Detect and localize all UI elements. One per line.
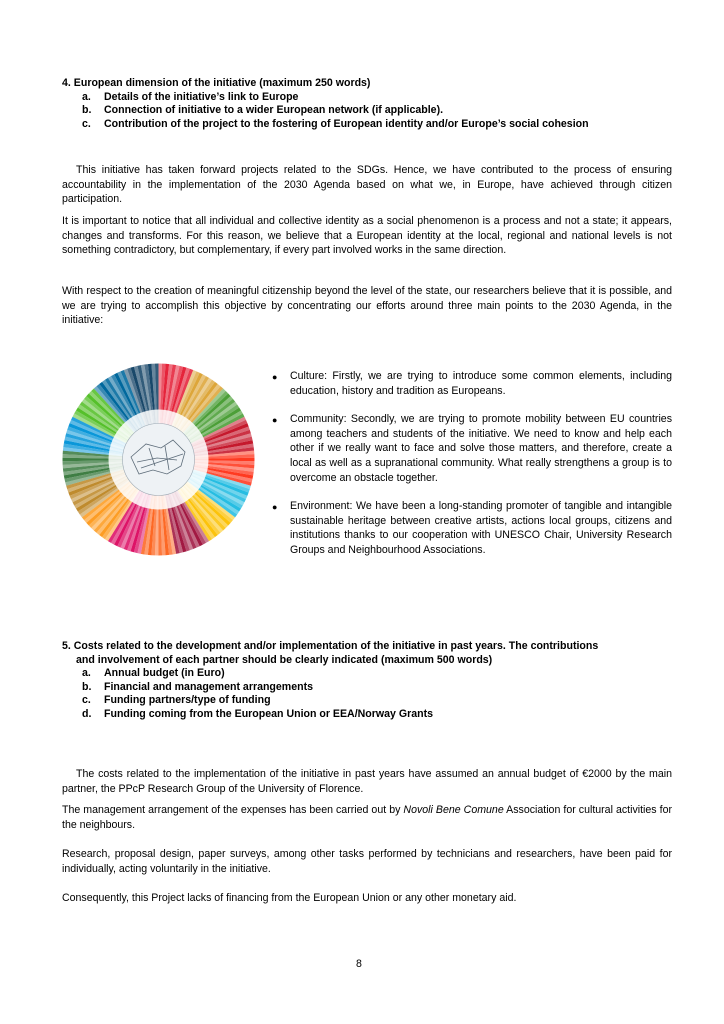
section-4-subitems	[62, 91, 682, 132]
bullet-community: ● Community: Secondly, we are trying to promote mobility between EU countries among teachers and students of the initiative. We need to know and help each other if we really want to face and solve those matters, and therefore, create a local as well as a supranational community. What really strengthens a group is to overcome an obstacle together.	[272, 413, 672, 484]
section-4-bullets	[270, 369, 672, 558]
section-5-title-line-1: 5. Costs related to the development and/or implementation of the initiative in past years. The contributions	[62, 640, 599, 652]
section-5-item-c: c. Funding partners/type of funding	[82, 694, 271, 706]
sdg-wheel-graphic	[61, 362, 256, 557]
bullet-dot: ●	[272, 415, 278, 426]
section-4-paragraph-1: This initiative has taken forward projects related to the SDGs. Hence, we have contributed to the process of ensuring accountability in the implementation of the 2030 Agenda based on what we, in Europe, have achieved through citizen participation.	[62, 164, 672, 206]
section-4-title: 4. European dimension of the initiative (maximum 250 words)	[62, 77, 371, 89]
bullet-environment: ● Environment: We have been a long-standing promoter of tangible and intangible sustainable heritage between creative artists, actions local groups, citizens and institutions thanks to our cooperation with UNESCO Chair, University Research Groups and Neighbourhood Associations.	[272, 500, 672, 556]
section-4-item-a: a. Details of the initiative’s link to Europe	[82, 90, 299, 103]
section-4-heading	[62, 77, 682, 131]
section-5-paragraph-4: Consequently, this Project lacks of financing from the European Union or any other monetary aid.	[62, 892, 517, 904]
section-4-item-b: b. Connection of initiative to a wider European network (if applicable).	[82, 104, 444, 116]
section-5-item-a: a. Annual budget (in Euro)	[82, 667, 225, 679]
page-number: 8	[356, 958, 362, 970]
section-5-item-d: d. Funding coming from the European Union or EEA/Norway Grants	[82, 707, 434, 720]
section-5-paragraph-3: Research, proposal design, paper surveys, among other tasks performed by technicians and researchers, have been paid for individually, acting voluntarily in the initiative.	[62, 848, 672, 875]
section-5-paragraph-2: The management arrangement of the expenses has been carried out by Novoli Bene Comune Association for cultural activities for the neighbours.	[62, 804, 672, 831]
section-4-paragraph-2: It is important to notice that all individual and collective identity as a social phenomenon is a process and not a state; it appears, changes and transforms. For this reason, we believe that a European identity at the local, regional and national levels is not something contradictory, but complementary, if every part involved works in the same direction.	[62, 215, 672, 257]
section-4-item-c: c. Contribution of the project to the fostering of European identity and/or Europe’s social cohesion	[82, 117, 589, 130]
section-5-subitems	[62, 667, 682, 721]
bullet-dot: ●	[272, 372, 278, 382]
section-5-item-b: b. Financial and management arrangements	[82, 680, 313, 693]
association-name: Novoli Bene Comune	[403, 804, 504, 816]
sdg-wheel-image	[61, 362, 256, 557]
bullet-dot: ●	[272, 502, 278, 513]
section-5-paragraph-1: The costs related to the implementation of the initiative in past years have assumed an annual budget of €2000 by the main partner, the PPcP Research Group of the University of Florence.	[62, 768, 672, 795]
section-5-heading	[62, 640, 682, 721]
wheel-center-disc	[123, 424, 195, 496]
section-5-title-line-2: and involvement of each partner should be clearly indicated (maximum 500 words)	[76, 653, 493, 666]
bullet-culture: ● Culture: Firstly, we are trying to introduce some common elements, including education, history and tradition as Europeans.	[272, 370, 672, 397]
section-4-paragraph-3: With respect to the creation of meaningful citizenship beyond the level of the state, our researchers believe that it is possible, and we are trying to accomplish this objective by concentrating our efforts around three main points to the 2030 Agenda, in the initiative:	[62, 285, 672, 327]
